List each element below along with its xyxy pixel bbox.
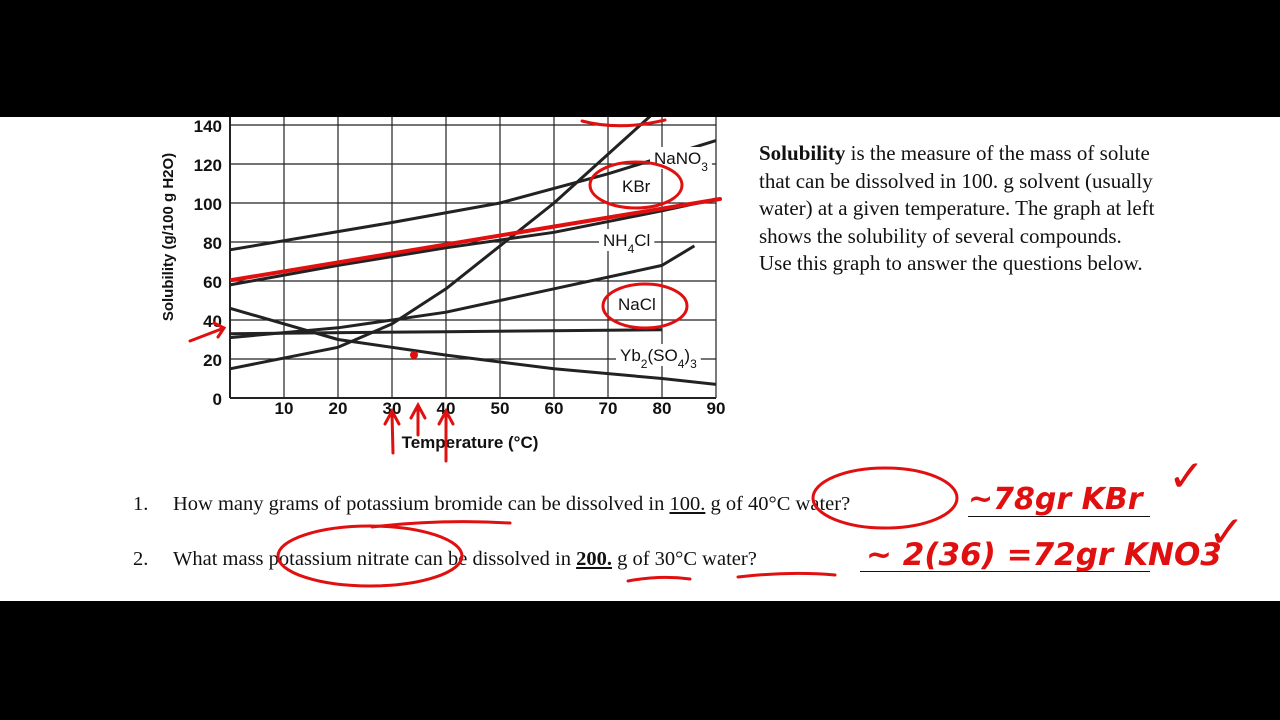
y-tick-label: 60 xyxy=(203,273,222,292)
handwritten-answer-2: ~ 2(36) =72gr KNO3 xyxy=(866,537,1222,573)
solubility-chart xyxy=(0,117,760,477)
check-mark-2: ✓ xyxy=(1208,507,1245,558)
x-axis-title: Temperature (°C) xyxy=(401,433,539,452)
x-tick-label: 70 xyxy=(598,399,618,418)
y-tick-label: 80 xyxy=(203,234,222,253)
description-term: Solubility xyxy=(759,141,846,165)
label-nano3: NaNO$_3$ xyxy=(654,149,708,174)
worksheet xyxy=(0,117,1280,601)
x-tick-label: 60 xyxy=(544,399,564,418)
question-2-amount: 200. xyxy=(576,548,612,570)
label-kbr: KBr xyxy=(622,177,651,196)
question-2 xyxy=(133,548,757,571)
question-1 xyxy=(133,493,850,516)
y-tick-label: 20 xyxy=(203,351,222,370)
question-2-number: 2. xyxy=(133,548,149,570)
x-tick-label: 30 xyxy=(382,399,402,418)
y-tick-label: 140 xyxy=(193,117,222,136)
question-1-before: How many grams of potassium bromide can be dissolved in xyxy=(173,493,670,515)
question-2-unit: g xyxy=(611,548,628,570)
series-line-nh4cl xyxy=(230,246,694,338)
x-tick-label: 10 xyxy=(274,399,294,418)
y-axis-title: Solubility (g/100 g H2O) xyxy=(160,152,177,322)
label-yb2so43: $Yb_2(SO_4)_3$ xyxy=(620,346,697,371)
label-nacl: NaCl xyxy=(618,295,656,314)
question-1-unit: g xyxy=(705,493,721,515)
x-tick-label: 40 xyxy=(436,399,456,418)
description-text: is the measure of the mass of solute that can be dissolved in 100. g solvent (usually water) at a given temperature. The graph at left shows the solubility of several compounds. Use this graph to answer the questions below. xyxy=(759,141,1155,275)
x-tick-label: 50 xyxy=(490,399,510,418)
question-1-amount: 100. xyxy=(669,493,706,515)
question-2-before: What mass potassium nitrate can be dissolved in xyxy=(173,548,577,570)
underline-200 xyxy=(628,577,690,581)
question-2-after: of 30°C water? xyxy=(627,548,757,570)
x-tick-label: 90 xyxy=(706,399,726,418)
x-tick-label: 80 xyxy=(652,399,672,418)
x-tick-label: 20 xyxy=(328,399,348,418)
underline-potassium-bromide xyxy=(372,522,510,527)
handwritten-answer-1: ~78gr KBr xyxy=(968,482,1143,517)
y-tick-label: 0 xyxy=(212,390,222,409)
y-tick-label: 100 xyxy=(193,195,222,214)
y-tick-label: 40 xyxy=(203,312,222,331)
underline-30c xyxy=(738,573,835,577)
question-1-number: 1. xyxy=(133,493,149,515)
y-tick-label: 120 xyxy=(193,156,222,175)
question-1-after: of 40°C water? xyxy=(720,493,851,515)
check-mark-1: ✓ xyxy=(1168,451,1205,502)
solubility-description xyxy=(759,140,1159,278)
label-nh4cl: $NH_4Cl$ xyxy=(603,231,651,256)
